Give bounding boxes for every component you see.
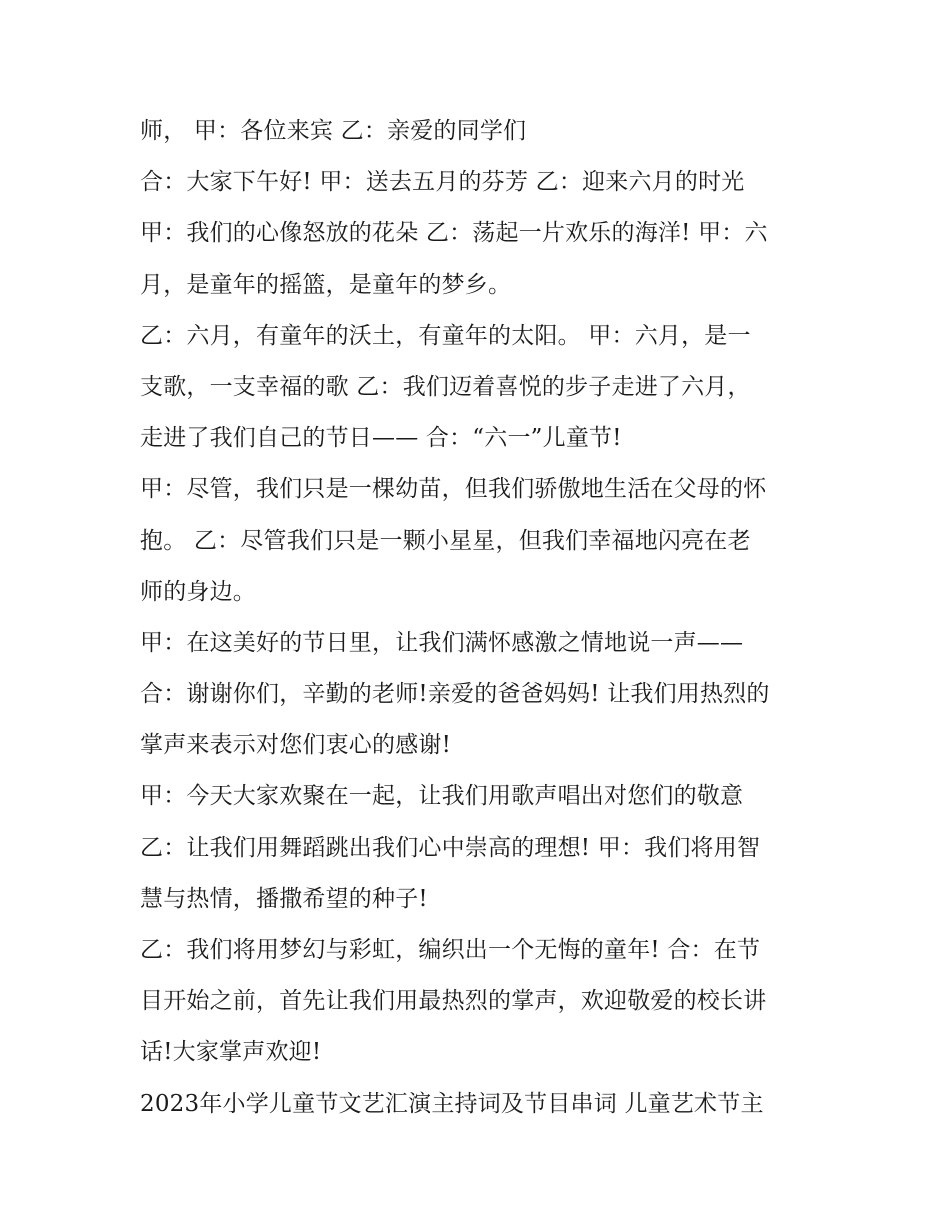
text-line: 月，是童年的摇篮，是童年的梦乡。 [140,271,512,298]
text-line: 话!大家掌声欢迎! [140,1039,322,1066]
document-body [140,106,820,1130]
text-line: 师， 甲：各位来宾 乙：亲爱的同学们 [140,118,527,144]
text-line: 乙：六月，有童年的沃土，有童年的太阳。 甲：六月，是一 [140,322,751,349]
text-line: 师的身边。 [140,578,256,605]
text-line: 甲：今天大家欢聚在一起，让我们用歌声唱出对您们的敬意 [140,783,744,810]
text-line: 支歌，一支幸福的歌 乙：我们迈着喜悦的步子走进了六月， [140,373,751,400]
text-line: 合：谢谢你们，辛勤的老师!亲爱的爸爸妈妈! 让我们用热烈的 [140,681,770,708]
text-line: 乙：让我们用舞蹈跳出我们心中崇高的理想! 甲：我们将用智 [140,834,761,861]
text-line: 乙：我们将用梦幻与彩虹，编织出一个无悔的童年! 合：在节 [140,937,761,963]
text-line: 甲：在这美好的节日里，让我们满怀感激之情地说一声—— [140,629,744,656]
text-line: 目开始之前，首先让我们用最热烈的掌声，欢迎敬爱的校长讲 [140,988,767,1015]
text-line: 2023年小学儿童节文艺汇演主持词及节目串词 儿童艺术节主 [140,1090,764,1117]
text-line: 走进了我们自己的节日—— 合：“六一”儿童节! [140,425,622,452]
text-line: 甲：我们的心像怒放的花朵 乙：荡起一片欢乐的海洋! 甲：六 [140,220,768,247]
text-line: 慧与热情，播撒希望的种子! [140,885,428,912]
text-line: 甲：尽管，我们只是一棵幼苗，但我们骄傲地生活在父母的怀 [140,476,767,503]
text-line: 合：大家下午好! 甲：送去五月的芬芳 乙：迎来六月的时光 [140,169,745,196]
text-line: 掌声来表示对您们衷心的感谢! [140,732,452,759]
text-line: 抱。 乙：尽管我们只是一颗小星星，但我们幸福地闪亮在老 [140,527,751,554]
